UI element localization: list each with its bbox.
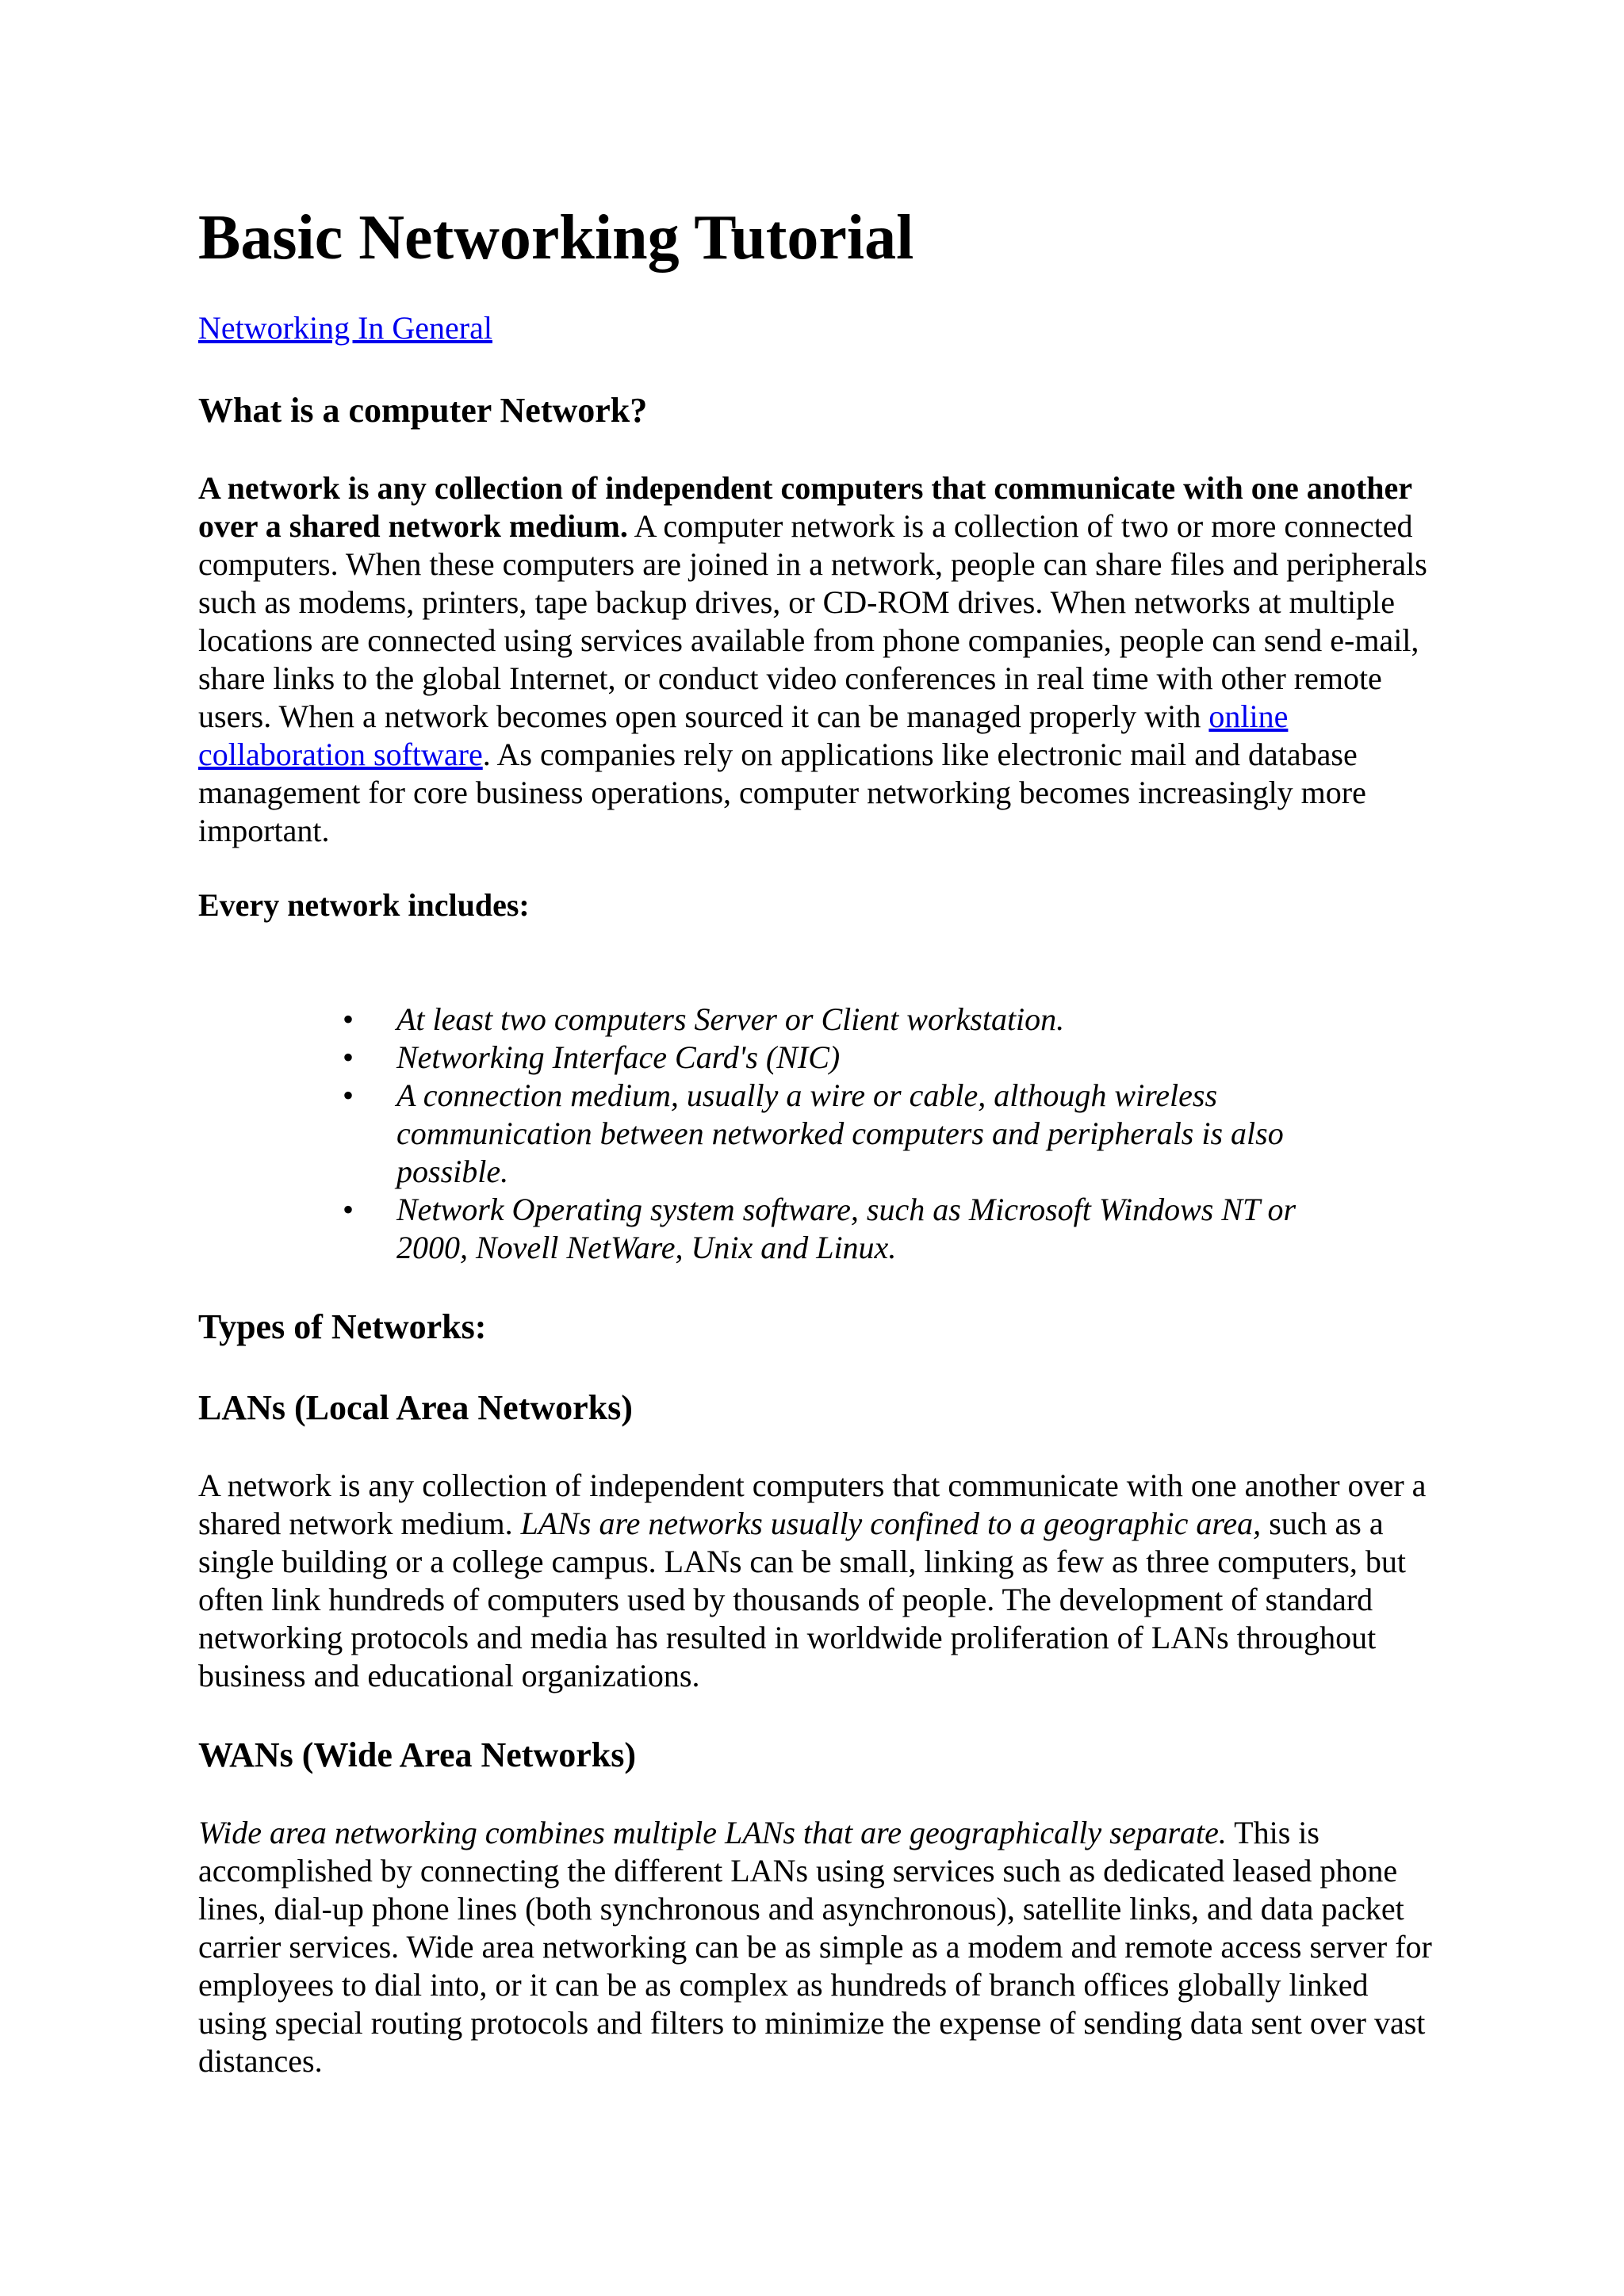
wans-paragraph	[198, 1814, 1443, 2080]
network-definition-bold: A network is any collection of independent computers that communicate with one another over a shared network medium.	[198, 470, 1412, 544]
lans-italic-text: LANs are networks usually confined to a geographic area,	[520, 1506, 1262, 1541]
bullet-icon: •	[343, 1039, 354, 1075]
lans-text-start: A network is any collection of independent computers that communicate with one another over a shared network medium.	[198, 1468, 1427, 1541]
bullet-icon: •	[343, 1077, 354, 1113]
computer-network-paragraph	[198, 469, 1443, 850]
list-item-text: A connection medium, usually a wire or cable, although wireless communication between networked computers and peripherals is also possible.	[396, 1077, 1284, 1189]
list-item	[198, 1039, 1356, 1077]
online-collaboration-software-link[interactable]: online collaboration software	[198, 698, 1289, 772]
bullet-icon: •	[343, 1192, 354, 1227]
lans-paragraph	[198, 1467, 1443, 1695]
wans-text-end: This is accomplished by connecting the different LANs using services such as dedicated leased phone lines, dial-up phone lines (both synchronous and asynchronous), satellite links, and data packet carrier services. Wide area networking can be as simple as a modem and remote access server for employees to dial into, or it can be as complex as hundreds of branch offices globally linked using special routing protocols and filters to minimize the expense of sending data sent over vast distances.	[198, 1815, 1432, 2079]
network-description-text: A computer network is a collection of two or more connected computers. When these computers are joined in a network, people can share files and peripherals such as modems, printers, tape backup drives, or CD-ROM drives. When networks at multiple locations are connected using services available from phone companies, people can send e-mail, share links to the global Internet, or conduct video conferences in real time with other remote users. When a network becomes open sourced it can be managed properly with	[198, 508, 1427, 734]
lans-text-end: such as a single building or a college campus. LANs can be small, linking as few as three computers, but often link hundreds of computers used by thousands of people. The development of standard networking protocols and media has resulted in worldwide proliferation of LANs throughout business and educational organizations.	[198, 1506, 1406, 1693]
list-item-text: At least two computers Server or Client workstation.	[396, 1001, 1065, 1037]
network-importance-text: . As companies rely on applications like electronic mail and database management for core business operations, computer networking becomes increasingly more important.	[198, 737, 1366, 848]
types-of-networks-heading: Types of Networks:	[198, 1307, 487, 1346]
wans-italic-text: Wide area networking combines multiple LANs that are geographically separate.	[198, 1815, 1227, 1850]
network-components-list	[198, 1001, 1443, 1267]
lans-heading: LANs (Local Area Networks)	[198, 1388, 633, 1427]
every-network-includes-label: Every network includes:	[198, 887, 530, 923]
list-item-text: Network Operating system software, such as Microsoft Windows NT or 2000, Novell NetWare, Unix and Linux.	[396, 1192, 1297, 1265]
networking-in-general-link[interactable]: Networking In General	[198, 310, 492, 346]
list-item-text: Networking Interface Card's (NIC)	[396, 1039, 841, 1075]
section-heading-computer-network: What is a computer Network?	[198, 391, 648, 430]
page-title: Basic Networking Tutorial	[198, 203, 914, 273]
bullet-icon: •	[343, 1001, 354, 1037]
list-item	[198, 1077, 1356, 1191]
list-item	[198, 1001, 1356, 1039]
list-item	[198, 1191, 1356, 1267]
wans-heading: WANs (Wide Area Networks)	[198, 1735, 636, 1774]
